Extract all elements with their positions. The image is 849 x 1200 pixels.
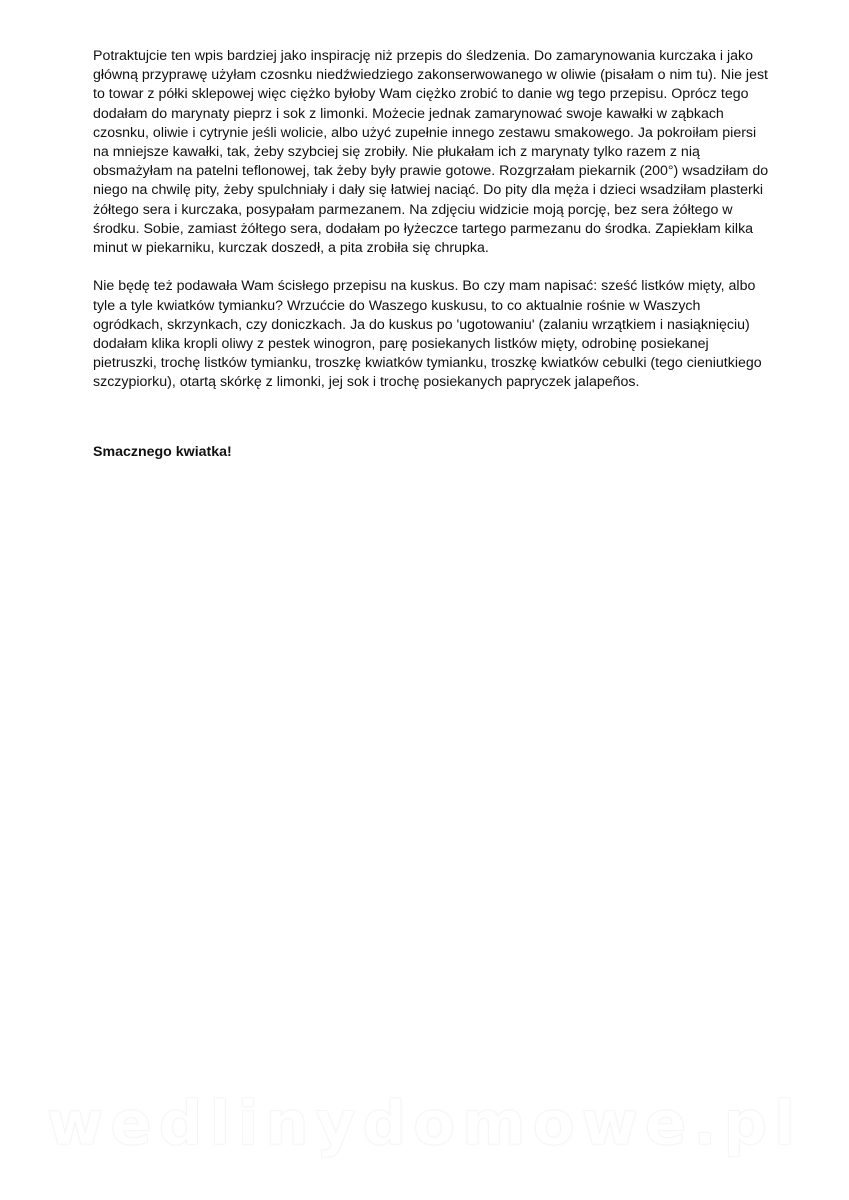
watermark-text: wedlinydomowe.pl: [47, 1088, 802, 1159]
article-body: [93, 47, 773, 462]
paragraph-couscous: Nie będę też podawała Wam ścisłego przepisu na kuskus. Bo czy mam napisać: sześć listków mięty, albo tyle a tyle kwiatków tymianku? Wrzućcie do Waszego kuskusu, to co aktualnie rośnie w Waszych ogródkach, skrzynkach, czy doniczkach. Ja do kuskus po 'ugotowaniu' (zalaniu wrzątkiem i nasiąknięciu) dodałam klika kropli oliwy z pestek winogron, parę posiekanych listków mięty, odrobinę posiekanej pietruszki, trochę listków tymianku, troszkę kwiatków tymianku, troszkę kwiatków cebulki (tego cieniutkiego szczypiorku), otartą skórkę z limonki, jej sok i trochę posiekanych papryczek jalapeños.: [93, 278, 762, 391]
closing-line: Smacznego kwiatka!: [93, 443, 232, 460]
paragraph-marinade: Potraktujcie ten wpis bardziej jako inspirację niż przepis do śledzenia. Do zamarynowania kurczaka i jako główną przyprawę użyłam czosnku niedźwiedziego zakonserwowanego w oliwie (pisałam o nim tu). Nie jest to towar z półki sklepowej więc ciężko byłoby Wam ciężko zrobić to danie wg tego przepisu. Oprócz tego dodałam do marynaty pieprz i sok z limonki. Możecie jednak zamarynować swoje kawałki w ząbkach czosnku, oliwie i cytrynie jeśli wolicie, albo użyć zupełnie innego zestawu smakowego. Ja pokroiłam piersi na mniejsze kawałki, tak, żeby szybciej się zrobiły. Nie płukałam ich z marynaty tylko razem z nią obsmażyłam na patelni teflonowej, tak żeby były prawie gotowe. Rozgrzałam piekarnik (200°) wsadziłam do niego na chwilę pity, żeby spulchniały i dały się łatwiej naciąć. Do pity dla męża i dzieci wsadziłam plasterki żółtego sera i kurczaka, posypałam parmezanem. Na zdjęciu widzicie moją porcję, bez sera żółtego w środku. Sobie, zamiast żółtego sera, dodałam po łyżeczce tartego parmezanu do środka. Zapiekłam kilka minut w piekarniku, kurczak doszedł, a pita zrobiła się chrupka.: [93, 48, 769, 257]
